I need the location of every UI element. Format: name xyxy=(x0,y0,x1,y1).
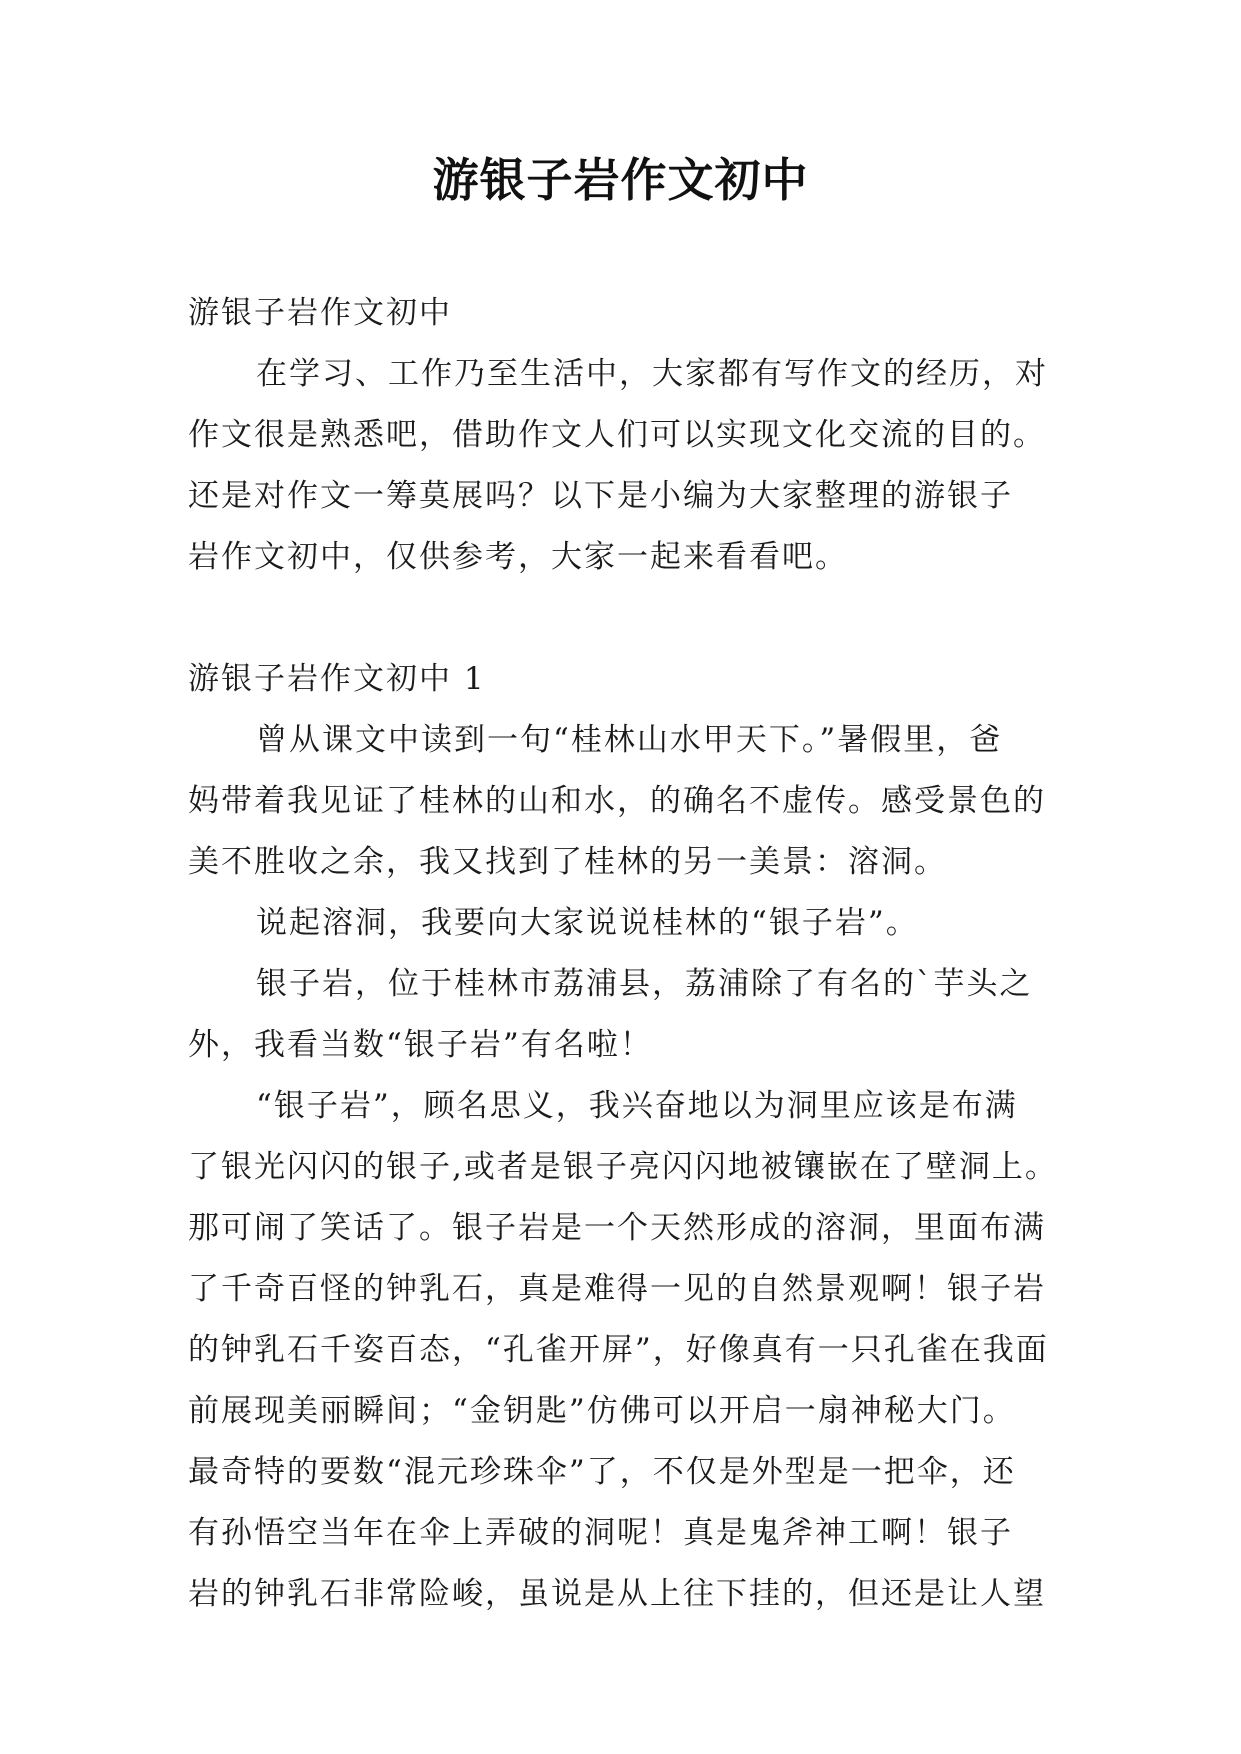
paragraph-line: 曾从课文中读到一句“桂林山水甲天下。”暑假里，爸 xyxy=(256,722,1003,758)
paragraph-line: “银子岩”，顾名思义，我兴奋地以为洞里应该是布满 xyxy=(256,1088,1018,1124)
paragraph-line: 那可闹了笑话了。银子岩是一个天然形成的溶洞，里面布满 xyxy=(188,1210,1046,1246)
paragraph-line: 了千奇百怪的钟乳石，真是难得一见的自然景观啊！银子岩 xyxy=(188,1271,1046,1307)
paragraph-line: 了银光闪闪的银子,或者是银子亮闪闪地被镶嵌在了壁洞上。 xyxy=(188,1149,1058,1185)
paragraph-line: 还是对作文一筹莫展吗？以下是小编为大家整理的游银子 xyxy=(188,478,1013,514)
document-title: 游银子岩作文初中 xyxy=(432,153,809,207)
paragraph-line: 的钟乳石千姿百态，“孔雀开屏”，好像真有一只孔雀在我面 xyxy=(188,1332,1049,1368)
paragraph-line: 前展现美丽瞬间；“金钥匙”仿佛可以开启一扇神秘大门。 xyxy=(188,1393,1016,1429)
paragraph-line: 岩作文初中，仅供参考，大家一起来看看吧。 xyxy=(188,539,848,575)
paragraph-line: 外，我看当数“银子岩”有名啦！ xyxy=(188,1027,653,1063)
paragraph-line: 岩的钟乳石非常险峻，虽说是从上往下挂的，但还是让人望 xyxy=(188,1576,1046,1612)
paragraph-line: 美不胜收之余，我又找到了桂林的另一美景：溶洞。 xyxy=(188,844,947,880)
subtitle-line: 游银子岩作文初中 xyxy=(188,295,452,331)
document-body xyxy=(188,283,1068,1625)
paragraph-line: 妈带着我见证了桂林的山和水，的确名不虚传。感受景色的 xyxy=(188,783,1046,819)
paragraph-line: 有孙悟空当年在伞上弄破的洞呢！真是鬼斧神工啊！银子 xyxy=(188,1515,1013,1551)
paragraph-line: 作文很是熟悉吧，借助作文人们可以实现文化交流的目的。 xyxy=(188,417,1046,453)
paragraph-line: 在学习、工作乃至生活中，大家都有写作文的经历，对 xyxy=(256,356,1048,392)
blank-line xyxy=(188,588,1068,649)
paragraph-line: 说起溶洞，我要向大家说说桂林的“银子岩”。 xyxy=(256,905,919,941)
paragraph-line: 最奇特的要数“混元珍珠伞”了，不仅是外型是一把伞，还 xyxy=(188,1454,1016,1490)
paragraph-line: 银子岩，位于桂林市荔浦县，荔浦除了有名的`芋头之 xyxy=(256,966,1033,1002)
section-heading: 游银子岩作文初中 1 xyxy=(188,661,486,697)
